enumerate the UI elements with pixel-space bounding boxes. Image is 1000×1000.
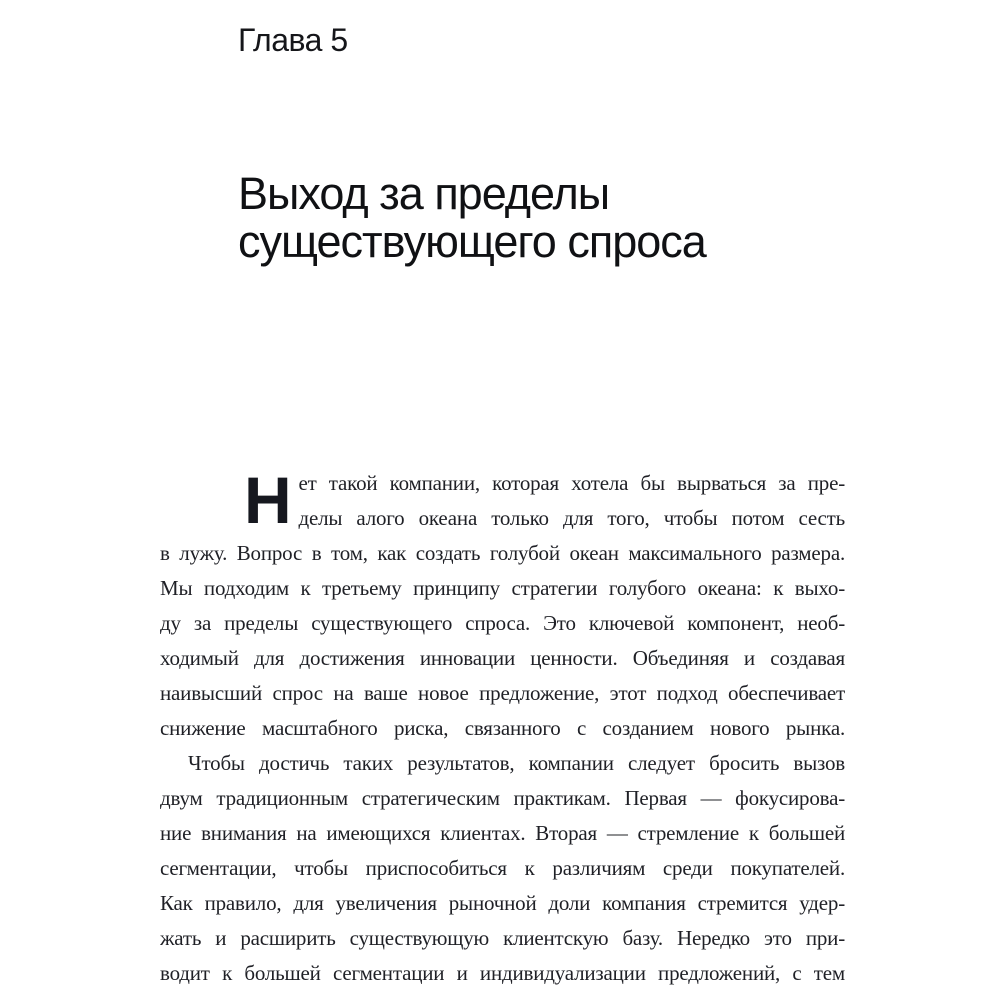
text-line: жать и расширить существующую клиентскую базу. Нередко это при- xyxy=(160,926,845,950)
text-line: двум традиционным стратегическим практикам. Первая — фокусирова- xyxy=(160,786,845,810)
text-line: наивысший спрос на ваше новое предложение, этот подход обеспечивает xyxy=(160,681,845,705)
text-line: Как правило, для увеличения рыночной доли компания стремится удер- xyxy=(160,891,845,915)
text-line: в лужу. Вопрос в том, как создать голубой океан максимального размера. xyxy=(160,541,845,565)
text-line: снижение масштабного риска, связанного с созданием нового рынка. xyxy=(160,716,845,740)
text-line: делы алого океана только для того, чтобы потом сесть xyxy=(298,506,845,530)
text-line: ет такой компании, которая хотела бы вырваться за пре- xyxy=(298,471,845,495)
chapter-title-line-1: Выход за пределы xyxy=(238,168,610,219)
paragraph-2 xyxy=(160,746,845,991)
text-line: Мы подходим к третьему принципу стратегии голубого океана: к выхо- xyxy=(160,576,845,600)
chapter-title-line-2: существующего спроса xyxy=(238,216,706,267)
text-line: сегментации, чтобы приспособиться к различиям среди покупателей. xyxy=(160,856,845,880)
text-line: ние внимания на имеющихся клиентах. Вторая — стремление к большей xyxy=(160,821,845,845)
text-line: ходимый для достижения инновации ценности. Объединяя и создавая xyxy=(160,646,845,670)
paragraph-1 xyxy=(160,463,845,746)
dropcap-letter: Н xyxy=(244,463,292,537)
text-line: ду за пределы существующего спроса. Это ключевой компонент, необ- xyxy=(160,611,845,635)
text-line: Чтобы достичь таких результатов, компании следует бросить вызов xyxy=(188,751,845,775)
chapter-title xyxy=(238,170,1000,266)
chapter-label: Глава 5 xyxy=(238,22,348,58)
text-line: водит к большей сегментации и индивидуализации предложений, с тем xyxy=(160,961,845,985)
body-text xyxy=(160,463,845,991)
